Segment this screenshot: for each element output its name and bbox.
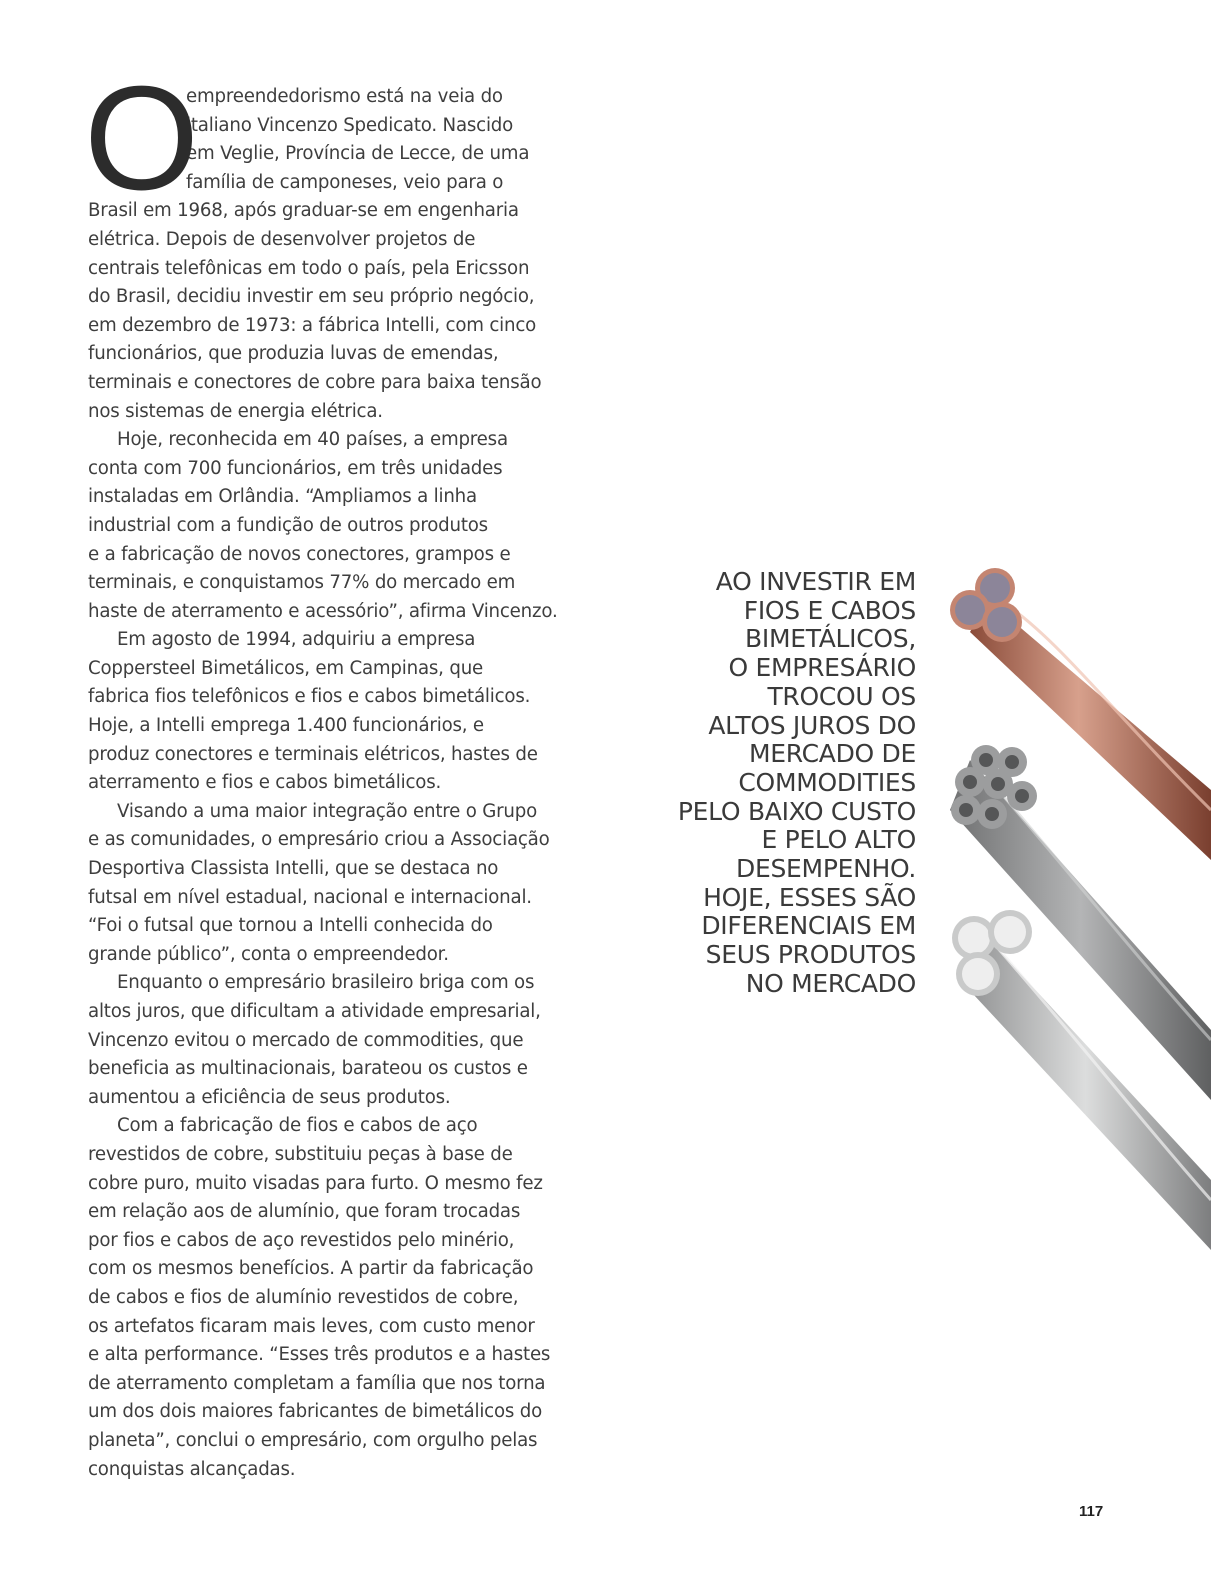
text-line: um dos dois maiores fabricantes de bimetálicos do bbox=[88, 1401, 543, 1423]
text-line: industrial com a fundição de outros produtos bbox=[88, 514, 488, 536]
text-line: cobre puro, muito visadas para furto. O mesmo fez bbox=[88, 1172, 543, 1194]
drop-cap: O bbox=[84, 56, 198, 221]
pull-quote-line: E PELO ALTO bbox=[761, 825, 916, 855]
text-line: Visando a uma maior integração entre o Grupo bbox=[117, 800, 537, 822]
text-line: conquistas alcançadas. bbox=[88, 1458, 296, 1480]
text-line: em relação aos de alumínio, que foram trocadas bbox=[88, 1201, 521, 1223]
text-line: planeta”, conclui o empresário, com orgulho pelas bbox=[88, 1429, 538, 1451]
text-line: em dezembro de 1973: a fábrica Intelli, com cinco bbox=[88, 314, 537, 336]
pull-quote-line: FIOS E CABOS bbox=[743, 595, 916, 625]
text-line: Enquanto o empresário brasileiro briga com os bbox=[117, 972, 535, 994]
text-line: Com a fabricação de fios e cabos de aço bbox=[117, 1115, 478, 1137]
pull-quote-line: O EMPRESÁRIO bbox=[728, 653, 916, 683]
pull-quote-line: BIMETÁLICOS, bbox=[745, 624, 916, 654]
pull-quote-line: DESEMPENHO. bbox=[736, 854, 916, 884]
page-number: 117 bbox=[1079, 1503, 1104, 1520]
text-line: Em agosto de 1994, adquiriu a empresa bbox=[117, 629, 476, 651]
article-body bbox=[84, 56, 568, 1484]
text-line: haste de aterramento e acessório”, afirma Vincenzo. bbox=[88, 600, 558, 622]
text-line: empreendedorismo está na veia do bbox=[186, 86, 503, 107]
text-line: e a fabricação de novos conectores, grampos e bbox=[88, 543, 511, 565]
text-line: de cabos e fios de alumínio revestidos de cobre, bbox=[88, 1286, 519, 1308]
article-paragraph bbox=[88, 426, 568, 626]
text-line: de aterramento completam a família que nos torna bbox=[88, 1372, 546, 1394]
text-line: elétrica. Depois de desenvolver projetos de bbox=[88, 228, 476, 250]
text-line: aterramento e fios e cabos bimetálicos. bbox=[88, 772, 442, 794]
text-line: Desportiva Classista Intelli, que se destaca no bbox=[88, 858, 499, 880]
intro-paragraph-rest bbox=[88, 197, 568, 426]
text-line: terminais e conectores de cobre para baixa tensão bbox=[88, 371, 542, 393]
article-paragraph bbox=[88, 969, 568, 1112]
article-paragraph bbox=[88, 1112, 568, 1484]
text-line: centrais telefônicas em todo o país, pela Ericsson bbox=[88, 257, 530, 279]
text-line: em Veglie, Província de Lecce, de uma bbox=[186, 143, 530, 165]
text-line: e as comunidades, o empresário criou a Associação bbox=[88, 829, 550, 851]
text-line: Vincenzo evitou o mercado de commodities, que bbox=[88, 1029, 524, 1051]
text-line: e alta performance. “Esses três produtos e a hastes bbox=[88, 1344, 551, 1366]
text-line: os artefatos ficaram mais leves, com custo menor bbox=[88, 1315, 535, 1337]
text-line: terminais, e conquistamos 77% do mercado em bbox=[88, 572, 516, 594]
aluminum-cable bbox=[952, 910, 1211, 1250]
pull-quote-line: MERCADO DE bbox=[749, 739, 916, 769]
text-line: família de camponeses, veio para o bbox=[186, 171, 504, 193]
text-line: beneficia as multinacionais, barateou os custos e bbox=[88, 1058, 528, 1080]
article-paragraph bbox=[88, 626, 568, 798]
text-line: Hoje, reconhecida em 40 países, a empresa bbox=[117, 429, 508, 451]
pull-quote-line: ALTOS JUROS DO bbox=[708, 710, 916, 740]
text-line: com os mesmos benefícios. A partir da fabricação bbox=[88, 1258, 534, 1280]
pull-quote-line: AO INVESTIR EM bbox=[715, 567, 916, 596]
bimetallic-cables-photo bbox=[940, 560, 1211, 1250]
text-line: funcionários, que produzia luvas de emendas, bbox=[88, 343, 499, 365]
pull-quote-line: DIFERENCIAIS EM bbox=[701, 911, 916, 941]
text-line: Brasil em 1968, após graduar-se em engenharia bbox=[88, 200, 519, 222]
pull-quote bbox=[660, 568, 916, 999]
pull-quote-line: HOJE, ESSES SÃO bbox=[703, 882, 916, 912]
text-line: fabrica fios telefônicos e fios e cabos bimetálicos. bbox=[88, 686, 531, 708]
pull-quote-line: TROCOU OS bbox=[767, 681, 916, 711]
text-line: conta com 700 funcionários, em três unidades bbox=[88, 457, 503, 479]
article-paragraph bbox=[88, 798, 568, 970]
pull-quote-line: NO MERCADO bbox=[745, 968, 916, 998]
text-line: altos juros, que dificultam a atividade empresarial, bbox=[88, 1001, 541, 1022]
text-line: grande público”, conta o empreendedor. bbox=[88, 943, 449, 965]
article-paragraphs bbox=[88, 426, 568, 1484]
text-line: por fios e cabos de aço revestidos pelo minério, bbox=[88, 1229, 515, 1251]
text-line: revestidos de cobre, substituiu peças à base de bbox=[88, 1143, 513, 1165]
text-line: Coppersteel Bimetálicos, em Campinas, que bbox=[88, 657, 484, 679]
pull-quote-line: COMMODITIES bbox=[738, 767, 916, 797]
text-line: instaladas em Orlândia. “Ampliamos a linha bbox=[88, 486, 477, 508]
text-line: nos sistemas de energia elétrica. bbox=[88, 400, 383, 422]
pull-quote-line: PELO BAIXO CUSTO bbox=[677, 796, 916, 826]
text-line: futsal em nível estadual, nacional e internacional. bbox=[88, 886, 532, 908]
text-line: produz conectores e terminais elétricos, hastes de bbox=[88, 743, 538, 765]
text-line: italiano Vincenzo Spedicato. Nascido bbox=[186, 114, 514, 136]
text-line: do Brasil, decidiu investir em seu próprio negócio, bbox=[88, 286, 535, 308]
pull-quote-line: SEUS PRODUTOS bbox=[705, 940, 916, 970]
text-line: “Foi o futsal que tornou a Intelli conhecida do bbox=[88, 915, 493, 937]
text-line: Hoje, a Intelli emprega 1.400 funcionários, e bbox=[88, 715, 484, 737]
text-line: aumentou a eficiência de seus produtos. bbox=[88, 1086, 451, 1108]
